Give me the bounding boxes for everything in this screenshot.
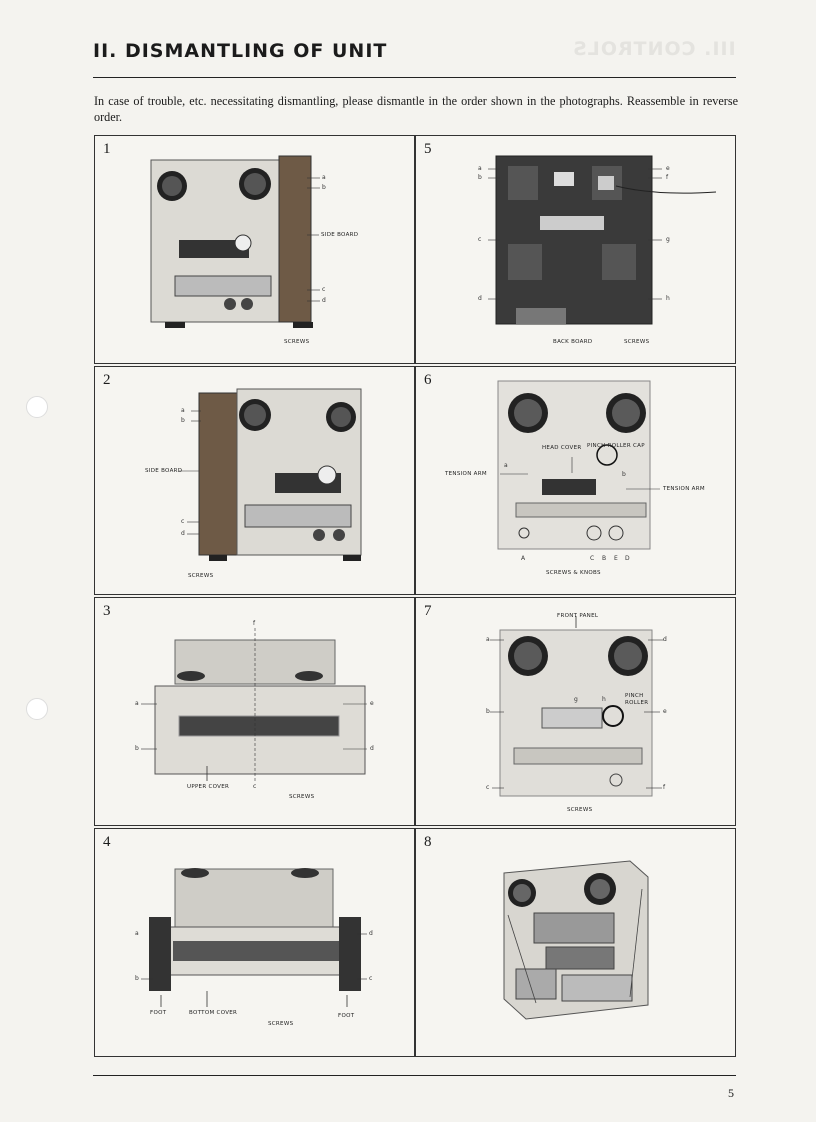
callout-letter: a xyxy=(135,700,139,707)
photo-panel-8 xyxy=(415,828,736,1057)
foot-label-left: FOOT xyxy=(150,1010,167,1016)
callout-letter: a xyxy=(181,407,185,414)
screws-label: SCREWS xyxy=(567,807,593,813)
pinch-label: PINCH xyxy=(625,693,644,699)
callout-letter: c xyxy=(478,236,482,243)
callout-letter: a xyxy=(486,636,490,643)
callout-letter: f xyxy=(253,620,256,627)
callout-letter: a xyxy=(322,174,326,181)
callout-letter: b xyxy=(478,174,482,181)
panel-number: 5 xyxy=(424,141,432,157)
head-cover-label: HEAD COVER xyxy=(542,445,582,451)
callout-letter: c xyxy=(322,286,326,293)
footer-rule xyxy=(93,1075,736,1076)
callout-letter: g xyxy=(666,236,670,243)
screws-label: SCREWS xyxy=(268,1021,294,1027)
panel-number: 3 xyxy=(103,603,111,619)
photo-panel-1 xyxy=(94,135,415,364)
internal-chassis-illustration xyxy=(416,829,736,1057)
callout-letter: a xyxy=(504,462,508,469)
callout-letter: h xyxy=(666,295,670,302)
bottom-cover-illustration xyxy=(95,829,415,1057)
callout-letter: b xyxy=(486,708,490,715)
intro-paragraph: In case of trouble, etc. necessitating dismantling, please dismantle in the order shown in the photographs. Reassemble in reverse order. xyxy=(94,94,738,124)
roller-label: ROLLER xyxy=(625,700,649,706)
callout-letter: b xyxy=(181,417,185,424)
screws-label: SCREWS xyxy=(284,339,310,345)
title-rule xyxy=(93,77,736,78)
callout-letter: e xyxy=(666,165,670,172)
front-panel-label: FRONT PANEL xyxy=(557,613,599,619)
panel-number: 2 xyxy=(103,372,111,388)
callout-letter: c xyxy=(486,784,490,791)
tension-arm-label-left: TENSION ARM xyxy=(445,471,487,477)
callout-letter: f xyxy=(666,174,669,181)
photo-panel-5 xyxy=(415,135,736,364)
callout-letter: a xyxy=(478,165,482,172)
screws-label: SCREWS xyxy=(289,794,315,800)
photo-grid xyxy=(94,135,736,1057)
photo-panel-3 xyxy=(94,597,415,826)
page-title: II. DISMANTLING OF UNIT xyxy=(93,40,388,62)
callout-letter: C xyxy=(590,555,595,562)
callout-letter: d xyxy=(369,930,373,937)
callout-letter: E xyxy=(614,555,618,562)
callout-letter: b xyxy=(322,184,326,191)
callout-letter: b xyxy=(135,745,139,752)
side-board-label: SIDE BOARD xyxy=(321,232,359,238)
callout-letter: a xyxy=(135,930,139,937)
tape-deck-illustration xyxy=(95,136,415,364)
panel-number: 8 xyxy=(424,834,432,850)
callout-letter: h xyxy=(602,696,606,703)
callout-letter: e xyxy=(370,700,374,707)
foot-label-right: FOOT xyxy=(338,1013,355,1019)
callout-letter: f xyxy=(663,784,666,791)
callout-letter: d xyxy=(663,636,667,643)
upper-cover-label: UPPER COVER xyxy=(187,784,230,790)
callout-letter: c xyxy=(253,783,257,790)
screws-label: SCREWS xyxy=(624,339,650,345)
callout-letter: b xyxy=(622,471,626,478)
callout-letter: b xyxy=(135,975,139,982)
tape-deck-illustration xyxy=(95,367,415,595)
photo-panel-4 xyxy=(94,828,415,1057)
back-board-illustration xyxy=(416,136,736,364)
back-board-label: BACK BOARD xyxy=(553,339,593,345)
callout-letter: D xyxy=(625,555,630,562)
screws-knobs-label: SCREWS & KNOBS xyxy=(546,570,601,576)
photo-panel-2 xyxy=(94,366,415,595)
binder-hole xyxy=(26,698,48,720)
photo-panel-7 xyxy=(415,597,736,826)
callout-letter: d xyxy=(322,297,326,304)
bottom-cover-label: BOTTOM COVER xyxy=(189,1010,238,1016)
upper-cover-illustration xyxy=(95,598,415,826)
tension-arm-label-right: TENSION ARM xyxy=(663,486,705,492)
front-panel-illustration xyxy=(416,598,736,826)
panel-number: 7 xyxy=(424,603,432,619)
callout-letter: e xyxy=(663,708,667,715)
screws-label: SCREWS xyxy=(188,573,214,579)
binder-hole xyxy=(26,396,48,418)
callout-letter: g xyxy=(574,696,578,703)
page-number: 5 xyxy=(728,1086,734,1100)
side-board-label: SIDE BOARD xyxy=(145,468,183,474)
front-view-illustration xyxy=(416,367,736,595)
callout-letter: d xyxy=(370,745,374,752)
panel-number: 4 xyxy=(103,834,111,850)
callout-letter: B xyxy=(602,555,607,562)
callout-letter: c xyxy=(369,975,373,982)
bleed-through-text: III. CONTROLS xyxy=(572,38,736,60)
panel-number: 1 xyxy=(103,141,111,157)
callout-letter: d xyxy=(181,530,185,537)
callout-letter: c xyxy=(181,518,185,525)
callout-letter: d xyxy=(478,295,482,302)
panel-number: 6 xyxy=(424,372,432,388)
photo-panel-6 xyxy=(415,366,736,595)
pinch-roller-cap-label: PINCH ROLLER CAP xyxy=(587,443,645,449)
callout-letter: A xyxy=(521,555,526,562)
